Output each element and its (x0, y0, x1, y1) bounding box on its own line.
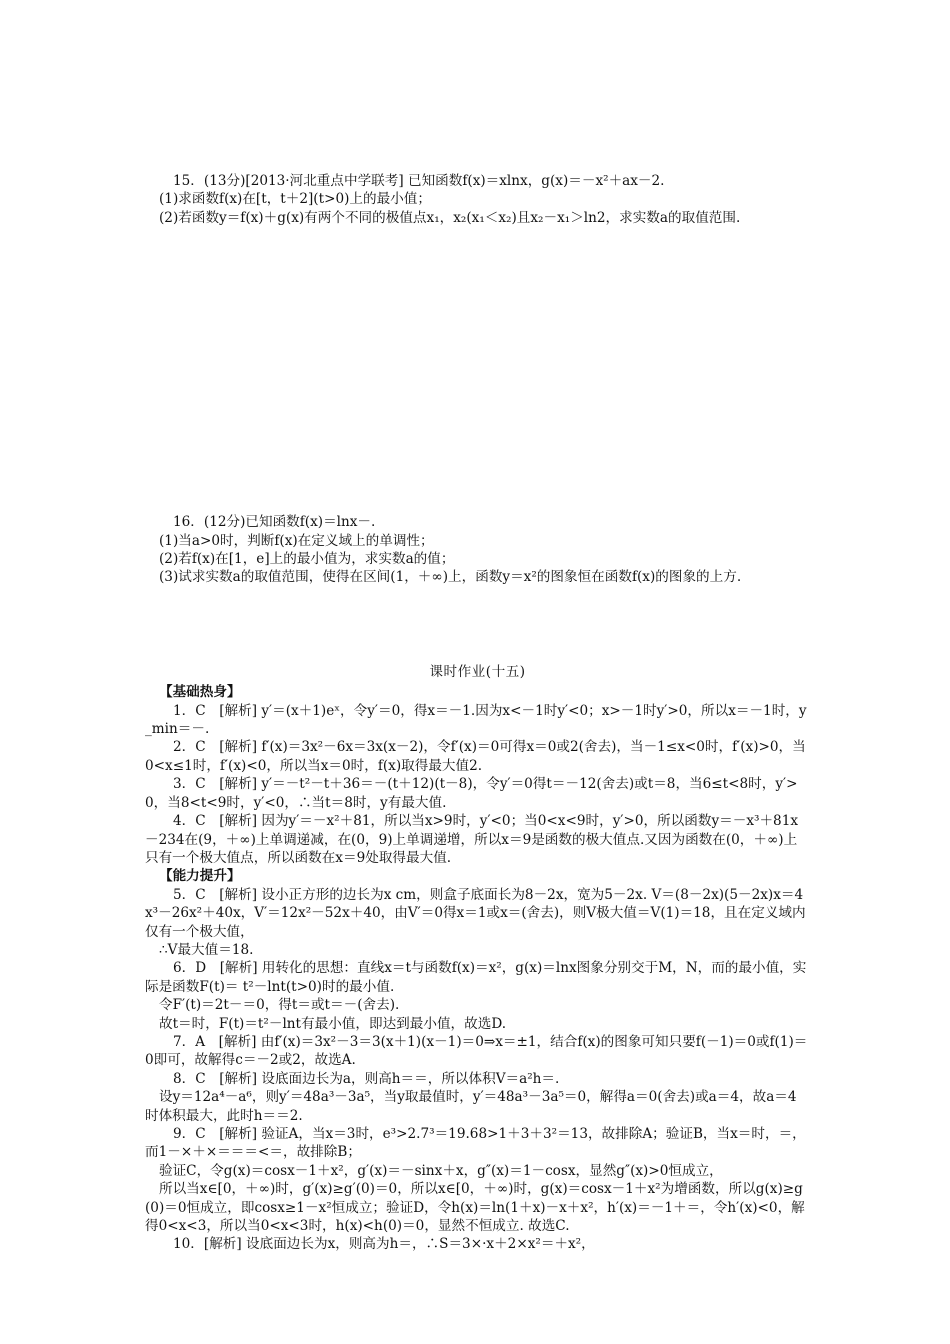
answer-space (145, 227, 810, 513)
answer-9-conclusion: 所以当x∈[0，＋∞)时，g′(x)≥g′(0)＝0，所以x∈[0，＋∞)时，g(x)＝cosx－1＋x²为增函数，所以g(x)≥g(0)＝0恒成立，即cosx≥1－x²恒成立；验证D，令h(x)＝ln(1＋x)－x＋x²，h′(x)＝－1＋＝，令h′(x)<0，解得0<x<3，所以当0<x<3时，h(x)<h(0)＝0，显然不恒成立. 故选C. (145, 1181, 805, 1235)
q15-part2: (2)若函数y＝f(x)＋g(x)有两个不同的极值点x₁，x₂(x₁＜x₂)且x₂－x₁＞ln2，求实数a的取值范围. (159, 209, 741, 226)
answers-title: 课时作业(十五) (429, 663, 526, 680)
answer-9: 9．C [解析] 验证A，当x＝3时，e³>2.7³＝19.68>1＋3＋3²＝13，故排除A；验证B，当x＝时，＝，而1－×＋×＝＝＝<＝，故排除B； (145, 1126, 806, 1161)
answer-6: 6．D [解析] 用转化的思想：直线x＝t与函数f(x)＝x²，g(x)＝lnx图象分别交于M，N，而的最小值，实际是函数F(t)＝ t²－lnt(t>0)时的最小值. (145, 960, 807, 995)
q15-stem: 15．(13分)[2013·河北重点中学联考] 已知函数f(x)＝xlnx，g(x)＝－x²＋ax－2. (173, 173, 665, 189)
answer-6-step: 令F′(t)＝2t－＝0，得t＝或t＝－(舍去). (159, 997, 400, 1014)
answer-5: 5．C [解析] 设小正方形的边长为x cm，则盒子底面长为8－2x，宽为5－2x. V＝(8－2x)(5－2x)x＝4x³－26x²＋40x，V′＝12x²－52x＋40，由V′＝0得x＝1或x＝(舍去)，则V极大值＝V(1)＝18，且在定义域内仅有一个极大值， (145, 886, 806, 940)
section-basic: 【基础热身】 (159, 684, 241, 701)
answer-4: 4．C [解析] 因为y′＝－x²＋81，所以当x>9时，y′<0；当0<x<9时，y′>0，所以函数y＝－x³＋81x－234在(9，＋∞)上单调递减，在(0，9)上单调递增，所以x＝9是函数的极大值点.又因为函数在(0，＋∞)上只有一个极大值点，所以函数在x＝9处取得最大值. (145, 813, 799, 866)
answer-8: 8．C [解析] 设底面边长为a，则高h＝＝，所以体积V＝a²h＝. (173, 1070, 560, 1087)
answer-5-conclusion: ∴V最大值＝18. (159, 941, 254, 958)
answer-space (145, 587, 810, 663)
answer-7: 7．A [解析] 由f′(x)＝3x²－3＝3(x＋1)(x－1)＝0⇒x＝±1，结合f(x)的图象可知只要f(－1)＝0或f(1)＝0即可，故解得c＝－2或2，故选A. (145, 1033, 808, 1069)
q16-part1: (1)当a>0时，判断f(x)在定义域上的单调性； (159, 532, 434, 549)
q15-part1: (1)求函数f(x)在[t，t＋2](t>0)上的最小值； (159, 191, 431, 208)
q16-part3: (3)试求实数a的取值范围，使得在区间(1，＋∞)上，函数y＝x²的图象恒在函数f(x)的图象的上方. (159, 569, 742, 586)
q16-stem: 16．(12分)已知函数f(x)＝lnx－. (173, 514, 376, 531)
answer-1: 1．C [解析] y′＝(x＋1)eˣ，令y′＝0，得x＝－1.因为x<－1时y′<0；x>－1时y′>0，所以x＝－1时，y_min＝－. (145, 702, 807, 738)
answer-2: 2．C [解析] f′(x)＝3x²－6x＝3x(x－2)，令f′(x)＝0可得x＝0或2(舍去)，当－1≤x<0时，f′(x)>0，当0<x≤1时，f′(x)<0，所以当x＝0时，f(x)取得最大值2. (145, 739, 806, 774)
answer-10: 10．[解析] 设底面边长为x，则高为h＝，∴S＝3×·x＋2×x²＝＋x²， (173, 1236, 595, 1253)
answer-9-step: 验证C，令g(x)＝cosx－1＋x²，g′(x)＝－sinx＋x，g″(x)＝1－cosx，显然g″(x)>0恒成立， (159, 1162, 723, 1179)
answer-3: 3．C [解析] y′＝－t²－t＋36＝－(t＋12)(t－8)，令y′＝0得t＝－12(舍去)或t＝8，当6≤t<8时，y′>0，当8<t<9时，y′<0，∴当t＝8时，y有最大值. (145, 776, 798, 811)
answer-6-conclusion: 故t＝时，F(t)＝t²－lnt有最小值，即达到最小值，故选D. (159, 1015, 507, 1032)
answer-8-step: 设y＝12a⁴－a⁶，则y′＝48a³－3a⁵，当y取最值时，y′＝48a³－3a⁵＝0，解得a＝0(舍去)或a＝4，故a＝4时体积最大，此时h＝＝2. (145, 1089, 797, 1124)
document-page (145, 172, 810, 1254)
section-advanced: 【能力提升】 (159, 868, 241, 885)
q16-part2: (2)若f(x)在[1，e]上的最小值为，求实数a的值； (159, 551, 455, 568)
